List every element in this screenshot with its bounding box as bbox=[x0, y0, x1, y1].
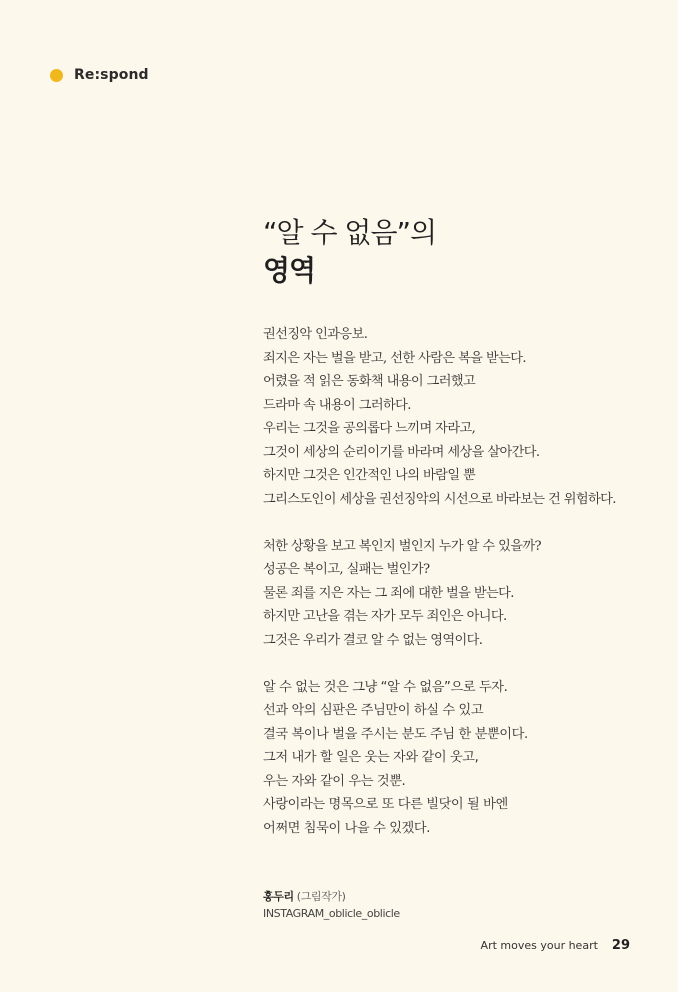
body-line: 사랑이라는 명목으로 또 다른 빌닷이 될 바엔 bbox=[263, 797, 508, 812]
body-line: 하지만 그것은 인간적인 나의 바람일 뿐 bbox=[263, 468, 476, 483]
body-line: 그것이 세상의 순리이기를 바라며 세상을 살아간다. bbox=[263, 444, 540, 460]
footer-slogan: Art moves your heart bbox=[480, 939, 598, 952]
body-line: 어쩌면 침묵이 나을 수 있겠다. bbox=[263, 820, 431, 836]
body-line: 권선징악 인과응보. bbox=[263, 327, 368, 342]
page-number: 29 bbox=[611, 938, 630, 953]
body-line: 선과 악의 심판은 주님만이 하실 수 있고 bbox=[263, 703, 484, 718]
author-role: (그림작가) bbox=[296, 890, 346, 903]
body-line: 결국 복이나 벌을 주시는 분도 주님 한 분뿐이다. bbox=[263, 726, 528, 742]
author-instagram: INSTAGRAM_oblicle_oblicle bbox=[263, 907, 400, 920]
body-line: 그것은 우리가 결코 알 수 없는 영역이다. bbox=[263, 632, 483, 648]
author-name: 홍두리 bbox=[263, 890, 294, 903]
body-line: 그저 내가 할 일은 웃는 자와 같이 웃고, bbox=[263, 750, 479, 765]
article-title-line-1: “알 수 없음”의 bbox=[263, 216, 437, 249]
page-footer bbox=[481, 938, 630, 953]
article-body bbox=[263, 323, 616, 864]
body-line: 성공은 복이고, 실패는 벌인가? bbox=[263, 562, 430, 577]
body-line: 처한 상황을 보고 복인지 벌인지 누가 알 수 있을까? bbox=[263, 538, 541, 554]
body-line: 하지만 고난을 겪는 자가 모두 죄인은 아니다. bbox=[263, 609, 507, 624]
body-line: 드라마 속 내용이 그러하다. bbox=[263, 397, 411, 413]
section-dot-icon bbox=[50, 69, 63, 82]
author-credit bbox=[263, 888, 400, 922]
stanza-2 bbox=[263, 535, 616, 653]
body-line: 우리는 그것을 공의롭다 느끼며 자라고, bbox=[263, 421, 476, 436]
stanza-1 bbox=[263, 323, 616, 511]
body-line: 그리스도인이 세상을 권선징악의 시선으로 바라보는 건 위험하다. bbox=[263, 491, 616, 507]
body-line: 알 수 없는 것은 그냥 “알 수 없음”으로 두자. bbox=[263, 679, 508, 695]
body-line: 죄지은 자는 벌을 받고, 선한 사람은 복을 받는다. bbox=[263, 350, 526, 366]
body-line: 우는 자와 같이 우는 것뿐. bbox=[263, 773, 406, 789]
body-line: 어렸을 적 읽은 동화책 내용이 그러했고 bbox=[263, 374, 476, 389]
article-title-line-2: 영역 bbox=[263, 254, 316, 287]
body-line: 물론 죄를 지은 자는 그 죄에 대한 벌을 받는다. bbox=[263, 585, 514, 601]
stanza-3 bbox=[263, 676, 616, 841]
article-title bbox=[263, 214, 436, 290]
section-tag bbox=[50, 67, 149, 83]
section-label: Re:spond bbox=[74, 67, 149, 83]
